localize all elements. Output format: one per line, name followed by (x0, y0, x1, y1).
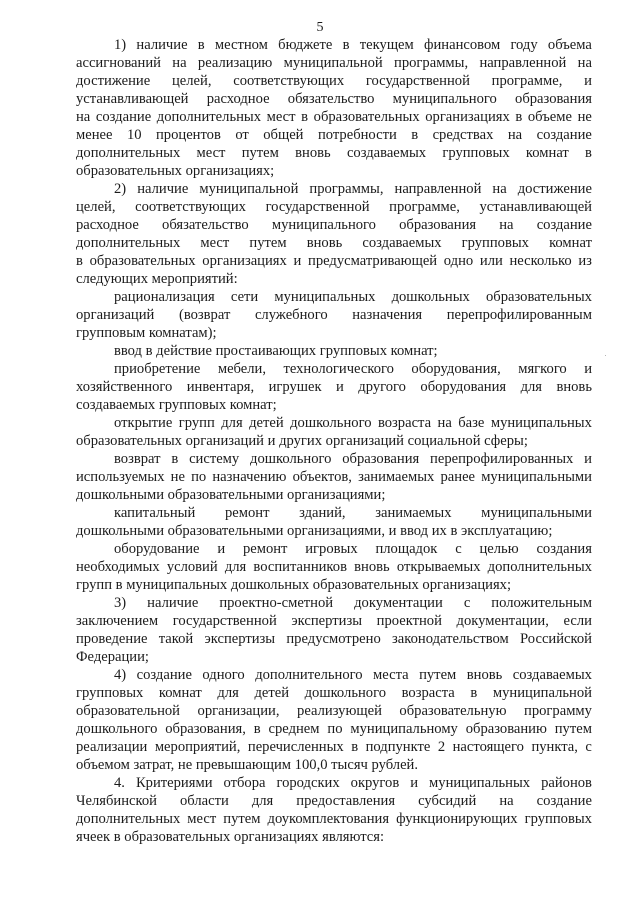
word: подпункте (365, 739, 431, 755)
word: создание (536, 793, 592, 809)
word: комнат (158, 685, 202, 701)
word: целью (479, 541, 519, 557)
word: потребности (317, 127, 397, 143)
word: менее (76, 127, 113, 143)
text-line: Федерации; (76, 649, 149, 665)
word: площадок (375, 541, 438, 557)
word: образовательную (399, 703, 507, 719)
text-line: ввод в действие простаивающих групповых комнат; (114, 343, 438, 359)
word: в (171, 451, 179, 467)
word: на (492, 181, 507, 197)
text-line (76, 306, 592, 324)
word: 4. (114, 775, 125, 791)
text-line (76, 612, 592, 630)
word: путем (241, 145, 279, 161)
word: вновь (556, 379, 592, 395)
word: игрушек (268, 379, 322, 395)
page-number: 5 (316, 20, 324, 35)
word: муниципальной (199, 181, 299, 197)
text-line (76, 36, 592, 54)
text-line (76, 288, 592, 306)
text-line (76, 468, 592, 486)
word: капитальный (114, 505, 196, 521)
word: текущем (359, 37, 414, 53)
word: реализующей (297, 703, 382, 719)
text-line (76, 666, 592, 684)
word: приобретение (114, 361, 201, 377)
word: другого (358, 379, 406, 395)
word: районов (541, 775, 592, 791)
word: перепрофилированным (446, 307, 592, 323)
word: воспитанников (253, 559, 347, 575)
word: и (293, 253, 302, 269)
word: из (578, 253, 592, 269)
word: и (410, 775, 419, 791)
word: дошкольного (250, 451, 332, 467)
word: назначению (212, 469, 287, 485)
word: в (197, 37, 205, 53)
word: заключением (76, 613, 159, 629)
word: образования (342, 451, 420, 467)
word: создание (536, 127, 592, 143)
text-line (76, 630, 592, 648)
word: мест (187, 811, 217, 827)
text-line (76, 252, 592, 270)
word: законодательством (392, 631, 509, 647)
word: на (577, 55, 592, 71)
word: на (76, 109, 91, 125)
word: предусмотрено (286, 631, 381, 647)
word: и (584, 451, 592, 467)
word: в (585, 145, 592, 161)
word: Российской (520, 631, 592, 647)
word: для (217, 685, 239, 701)
word: несколько (509, 253, 572, 269)
word: мест (196, 145, 226, 161)
word: программы, (394, 55, 469, 71)
word: дошкольного (290, 415, 372, 431)
word: детей (249, 415, 284, 431)
text-line: объемом затрат, не превышающим 100,0 тысяч рублей. (76, 757, 419, 773)
word: целей, (76, 199, 116, 215)
word: мест (200, 235, 230, 251)
word: в (515, 109, 523, 125)
word: если (563, 613, 592, 629)
word: процентов (155, 127, 221, 143)
word: с (463, 595, 471, 611)
word: расходное (206, 91, 270, 107)
word: для (520, 379, 542, 395)
word: муниципального (392, 91, 497, 107)
word: муниципальной (283, 55, 383, 71)
text-line (76, 414, 592, 432)
word: детей (254, 685, 290, 701)
word: дополнительных (76, 235, 181, 251)
word: средствах (432, 127, 494, 143)
word: программу (524, 703, 592, 719)
word: программе, (491, 73, 563, 89)
word: базе (458, 415, 485, 431)
word: в (470, 685, 478, 701)
word: местном (214, 37, 268, 53)
word: направленной (479, 55, 567, 71)
word: организации, (197, 703, 280, 719)
word: муниципальных (429, 775, 531, 791)
text-line: образовательных организациях; (76, 163, 275, 179)
word: 2 (437, 739, 446, 755)
word: инвентаря, (186, 379, 255, 395)
word: образования (515, 91, 592, 107)
word: не (170, 469, 185, 485)
word: субсидий (418, 793, 477, 809)
word: открываемых (396, 559, 481, 575)
word: ремонт (224, 505, 270, 521)
word: на (437, 415, 452, 431)
text-line (76, 378, 592, 396)
word: сети (230, 289, 259, 305)
word: места (373, 667, 409, 683)
word: дополнительного (255, 667, 363, 683)
word: экспертизы (291, 613, 363, 629)
word: целей, (171, 73, 212, 89)
word: наличие (136, 37, 188, 53)
word: и (336, 379, 344, 395)
word: 3) (114, 595, 127, 611)
word: в (76, 253, 83, 269)
word: в (301, 109, 309, 125)
word: не (577, 109, 592, 125)
word: служебного (254, 307, 328, 323)
word: (возврат (178, 307, 231, 323)
word: Критериями (135, 775, 213, 791)
word: образовательных (485, 289, 592, 305)
word: функционирующих (396, 811, 518, 827)
word: на (172, 55, 187, 71)
word: по (327, 721, 343, 737)
word: групповых (524, 811, 592, 827)
text-line (76, 180, 592, 198)
text-line (76, 720, 592, 738)
word: муниципального (271, 217, 376, 233)
word: бюджете (278, 37, 333, 53)
text-line (76, 198, 592, 216)
word: положительным (491, 595, 592, 611)
word: для (221, 415, 243, 431)
word: такой (158, 631, 194, 647)
word: создаваемых (346, 145, 427, 161)
word: образовательных (313, 109, 420, 125)
text-line (76, 144, 592, 162)
word: игровых (305, 541, 358, 557)
text-line (76, 360, 592, 378)
word: оборудование (114, 541, 200, 557)
word: достижение (76, 73, 151, 89)
word: групп (178, 415, 215, 431)
word: групповых (442, 145, 510, 161)
word: объема (547, 37, 592, 53)
text-line (76, 540, 592, 558)
word: документации (354, 595, 443, 611)
word: перепрофилированных (430, 451, 574, 467)
word: расходное (76, 217, 139, 233)
text-line (76, 792, 592, 810)
text-line (76, 558, 592, 576)
word: округов (350, 775, 400, 791)
text-line (76, 234, 592, 252)
word: пункта, (531, 739, 578, 755)
word: условий (166, 559, 218, 575)
word: наличие (147, 595, 199, 611)
word: на (499, 217, 514, 233)
word: в (342, 37, 350, 53)
word: предусматривающей (308, 253, 438, 269)
word: мест (266, 109, 296, 125)
word: настоящего (452, 739, 524, 755)
word: дошкольного (304, 685, 387, 701)
word: вновь (295, 145, 331, 161)
text-line (76, 594, 592, 612)
word: занимаемых (358, 469, 435, 485)
word: используемых (76, 469, 165, 485)
word: экспертизы (204, 631, 276, 647)
word: ассигнований (76, 55, 161, 71)
word: в (351, 739, 359, 755)
text-line: ячеек в образовательных организациях являются: (76, 829, 385, 845)
word: муниципальному (350, 721, 458, 737)
word: 1) (114, 37, 127, 53)
word: финансовом (424, 37, 501, 53)
text-line (76, 810, 592, 828)
word: мебели, (217, 361, 266, 377)
word: возраста (377, 415, 432, 431)
text-line (76, 504, 592, 522)
word: создание (136, 667, 192, 683)
word: объектов, (292, 469, 352, 485)
word: путем (249, 235, 287, 251)
word: ремонт (242, 541, 288, 557)
word: дополнительных (76, 811, 181, 827)
word: муниципальных (274, 289, 376, 305)
word: одного (202, 667, 245, 683)
word: хозяйственного (76, 379, 173, 395)
word: реализации (76, 739, 148, 755)
word: от (235, 127, 249, 143)
text-line (76, 450, 592, 468)
word: на (507, 127, 523, 143)
text-line: создаваемых групповых комнат; (76, 397, 277, 413)
text-line: групповым комнатам); (76, 325, 217, 341)
word: создаваемых (512, 667, 592, 683)
word: на (499, 793, 514, 809)
word: создания (536, 541, 592, 557)
word: вновь (466, 667, 503, 683)
word: государственной (265, 199, 370, 215)
word: в (253, 721, 261, 737)
word: образовательных (89, 253, 196, 269)
text-line: дошкольными образовательными организациями, и ввод их в эксплуатацию; (76, 523, 553, 539)
word: образованию (465, 721, 547, 737)
word: дошкольных (391, 289, 470, 305)
word: вновь (306, 235, 343, 251)
word: комнат (525, 145, 569, 161)
word: систему (189, 451, 240, 467)
word: доукомплектования (267, 811, 390, 827)
text-line (76, 54, 592, 72)
text-line (76, 72, 592, 90)
word: программы, (309, 181, 384, 197)
margin-mark (605, 355, 606, 356)
word: направленной (394, 181, 482, 197)
word: соответствующих (135, 199, 246, 215)
word: вновь (354, 559, 390, 575)
word: муниципальными (481, 505, 592, 521)
word: образования, (165, 721, 246, 737)
word: оборудования (420, 379, 507, 395)
word: государственной (365, 73, 470, 89)
word: муниципальных (490, 415, 592, 431)
word: дополнительных (156, 109, 262, 125)
word: Челябинской (76, 793, 157, 809)
word: достижение (517, 181, 592, 197)
word: создание (95, 109, 152, 125)
word: создание (536, 217, 592, 233)
word: в (411, 127, 419, 143)
word: с (455, 541, 462, 557)
word: путем (223, 811, 261, 827)
text-line: образовательных организаций и других организаций социальной сферы; (76, 433, 528, 449)
word: образования (399, 217, 477, 233)
word: необходимых (76, 559, 160, 575)
word: организаций (76, 307, 155, 323)
word: обязательство (287, 91, 375, 107)
word: реализацию (197, 55, 273, 71)
text-line (76, 684, 592, 702)
word: рационализация (114, 289, 215, 305)
word: мероприятий, (154, 739, 241, 755)
text-line (76, 216, 592, 234)
word: 10 (126, 127, 142, 143)
word: государственной (172, 613, 277, 629)
text-line (76, 126, 592, 144)
word: перечисленных (247, 739, 344, 755)
word: и (584, 73, 592, 89)
word: создаваемых (362, 235, 442, 251)
word: организациях (425, 109, 510, 125)
text-line (76, 738, 592, 756)
text-line (76, 108, 592, 126)
word: документации, (456, 613, 549, 629)
word: среднем (268, 721, 320, 737)
word: проведение (76, 631, 148, 647)
word: возврат (114, 451, 161, 467)
word: отбора (223, 775, 266, 791)
word: устанавливающей (76, 91, 189, 107)
word: путем (554, 721, 592, 737)
word: и (584, 361, 592, 377)
text-line (76, 774, 592, 792)
word: организациях (202, 253, 287, 269)
text-line (76, 90, 592, 108)
word: комнат (549, 235, 592, 251)
word: открытие (114, 415, 173, 431)
word: ранее (440, 469, 476, 485)
text-line: следующих мероприятий: (76, 271, 238, 287)
word: году (510, 37, 538, 53)
word: обязательство (162, 217, 249, 233)
word: муниципальной (492, 685, 592, 701)
word: предоставления (296, 793, 396, 809)
word: для (224, 559, 247, 575)
word: по (191, 469, 207, 485)
word: 4) (114, 667, 127, 683)
word: образовательной (76, 703, 180, 719)
word: зданий, (299, 505, 346, 521)
word: объеме (527, 109, 572, 125)
word: технологического (283, 361, 394, 377)
word: муниципальными (481, 469, 592, 485)
word: с (585, 739, 592, 755)
word: путем (419, 667, 457, 683)
word: назначения (352, 307, 423, 323)
word: проектно-сметной (219, 595, 334, 611)
word: проектной (376, 613, 442, 629)
word: одно (443, 253, 474, 269)
word: области (179, 793, 229, 809)
word: дошкольного (76, 721, 158, 737)
word: занимаемых (375, 505, 452, 521)
document-text-body (76, 36, 592, 846)
word: общей (263, 127, 304, 143)
word: устанавливающей (479, 199, 592, 215)
word: программе, (389, 199, 460, 215)
text-line (76, 702, 592, 720)
word: для (251, 793, 274, 809)
word: оборудования, (411, 361, 501, 377)
word: 2) (114, 181, 127, 197)
word: групповых (76, 685, 144, 701)
word: соответствующих (233, 73, 345, 89)
word: наличие (137, 181, 189, 197)
word: мягкого (518, 361, 567, 377)
word: дополнительных (76, 145, 181, 161)
word: дополнительных (487, 559, 592, 575)
word: или (479, 253, 503, 269)
word: возраста (401, 685, 455, 701)
text-line: дошкольными образовательными организациями; (76, 487, 386, 503)
word: и (217, 541, 226, 557)
word: городских (276, 775, 340, 791)
text-line: групп в муниципальных дошкольных образовательных организациях; (76, 577, 512, 593)
word: групповых (461, 235, 529, 251)
